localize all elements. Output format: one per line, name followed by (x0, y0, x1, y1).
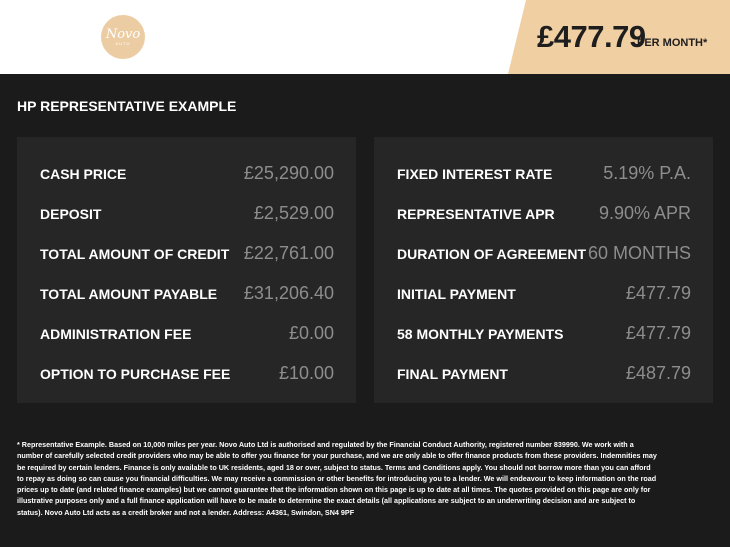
finance-card-right (374, 137, 713, 403)
row-monthly-payments (374, 322, 713, 346)
row-value: 60 MONTHS (587, 243, 691, 263)
row-value: £10.00 (278, 363, 334, 383)
novo-logo[interactable] (101, 15, 145, 59)
logo-main-text: Novo (105, 26, 141, 42)
row-label: REPRESENTATIVE APR (397, 206, 555, 222)
row-value: £25,290.00 (243, 163, 334, 183)
monthly-price: £477.79 (537, 19, 646, 54)
row-value: 9.90% APR (598, 203, 691, 223)
row-label: INITIAL PAYMENT (397, 286, 516, 302)
row-cash-price (17, 162, 356, 186)
row-total-payable (17, 282, 356, 306)
logo-sub-text: AUTO (115, 40, 131, 46)
row-purchase-fee (17, 362, 356, 386)
row-duration (374, 242, 713, 266)
row-value: £0.00 (288, 323, 334, 343)
row-value: £2,529.00 (253, 203, 334, 223)
header (0, 0, 730, 74)
row-final-payment (374, 362, 713, 386)
row-label: TOTAL AMOUNT PAYABLE (40, 286, 218, 302)
row-value: £477.79 (625, 283, 691, 303)
row-label: OPTION TO PURCHASE FEE (40, 366, 231, 382)
row-label: 58 MONTHLY PAYMENTS (397, 326, 564, 342)
disclaimer-text: * Representative Example. Based on 10,000 miles per year. Novo Auto Ltd is authorised and regulated by the Financial Conduct Authority, registered number 839990. We work with a number of carefully selected credit providers who may be able to offer you finance for your purchase, and we are only able to offer finance products from these providers. Indemnities may be required by certain lenders. Finance is only available to UK residents, aged 18 or over, subject to status. Terms and Conditions apply. You should not borrow more than you can afford to repay as doing so can cause you financial difficulties. We may receive a commission or other benefits for introducing you to a lender. We will endeavour to keep information on the road prices up to date (and related finance examples) but we cannot guarantee that the information shown on this page is up to date at all times. The quotes provided on this page are only for illustrative purposes only and a full finance application will have to be made to determine the exact details (all applications are subject to an underwriting decision and are subject to status). Novo Auto Ltd acts as a credit broker and not a lender. Address: A4361, Swindon, SN4 9PF (17, 440, 657, 517)
row-value: £487.79 (625, 363, 691, 383)
section-title: HP REPRESENTATIVE EXAMPLE (17, 98, 237, 114)
row-label: DEPOSIT (40, 206, 102, 222)
per-month-label: PER MONTH* (637, 37, 708, 49)
row-label: DURATION OF AGREEMENT (397, 246, 586, 262)
row-deposit (17, 202, 356, 226)
row-label: FINAL PAYMENT (397, 366, 508, 382)
row-label: ADMINISTRATION FEE (40, 326, 192, 342)
row-total-credit (17, 242, 356, 266)
row-value: £477.79 (625, 323, 691, 343)
row-label: TOTAL AMOUNT OF CREDIT (40, 246, 230, 262)
row-apr (374, 202, 713, 226)
row-interest-rate (374, 162, 713, 186)
row-label: FIXED INTEREST RATE (397, 166, 553, 182)
row-value: 5.19% P.A. (603, 163, 691, 183)
row-admin-fee (17, 322, 356, 346)
row-label: CASH PRICE (40, 166, 127, 182)
row-value: £31,206.40 (243, 283, 334, 303)
row-initial-payment (374, 282, 713, 306)
row-value: £22,761.00 (243, 243, 334, 263)
finance-card-left (17, 137, 356, 403)
